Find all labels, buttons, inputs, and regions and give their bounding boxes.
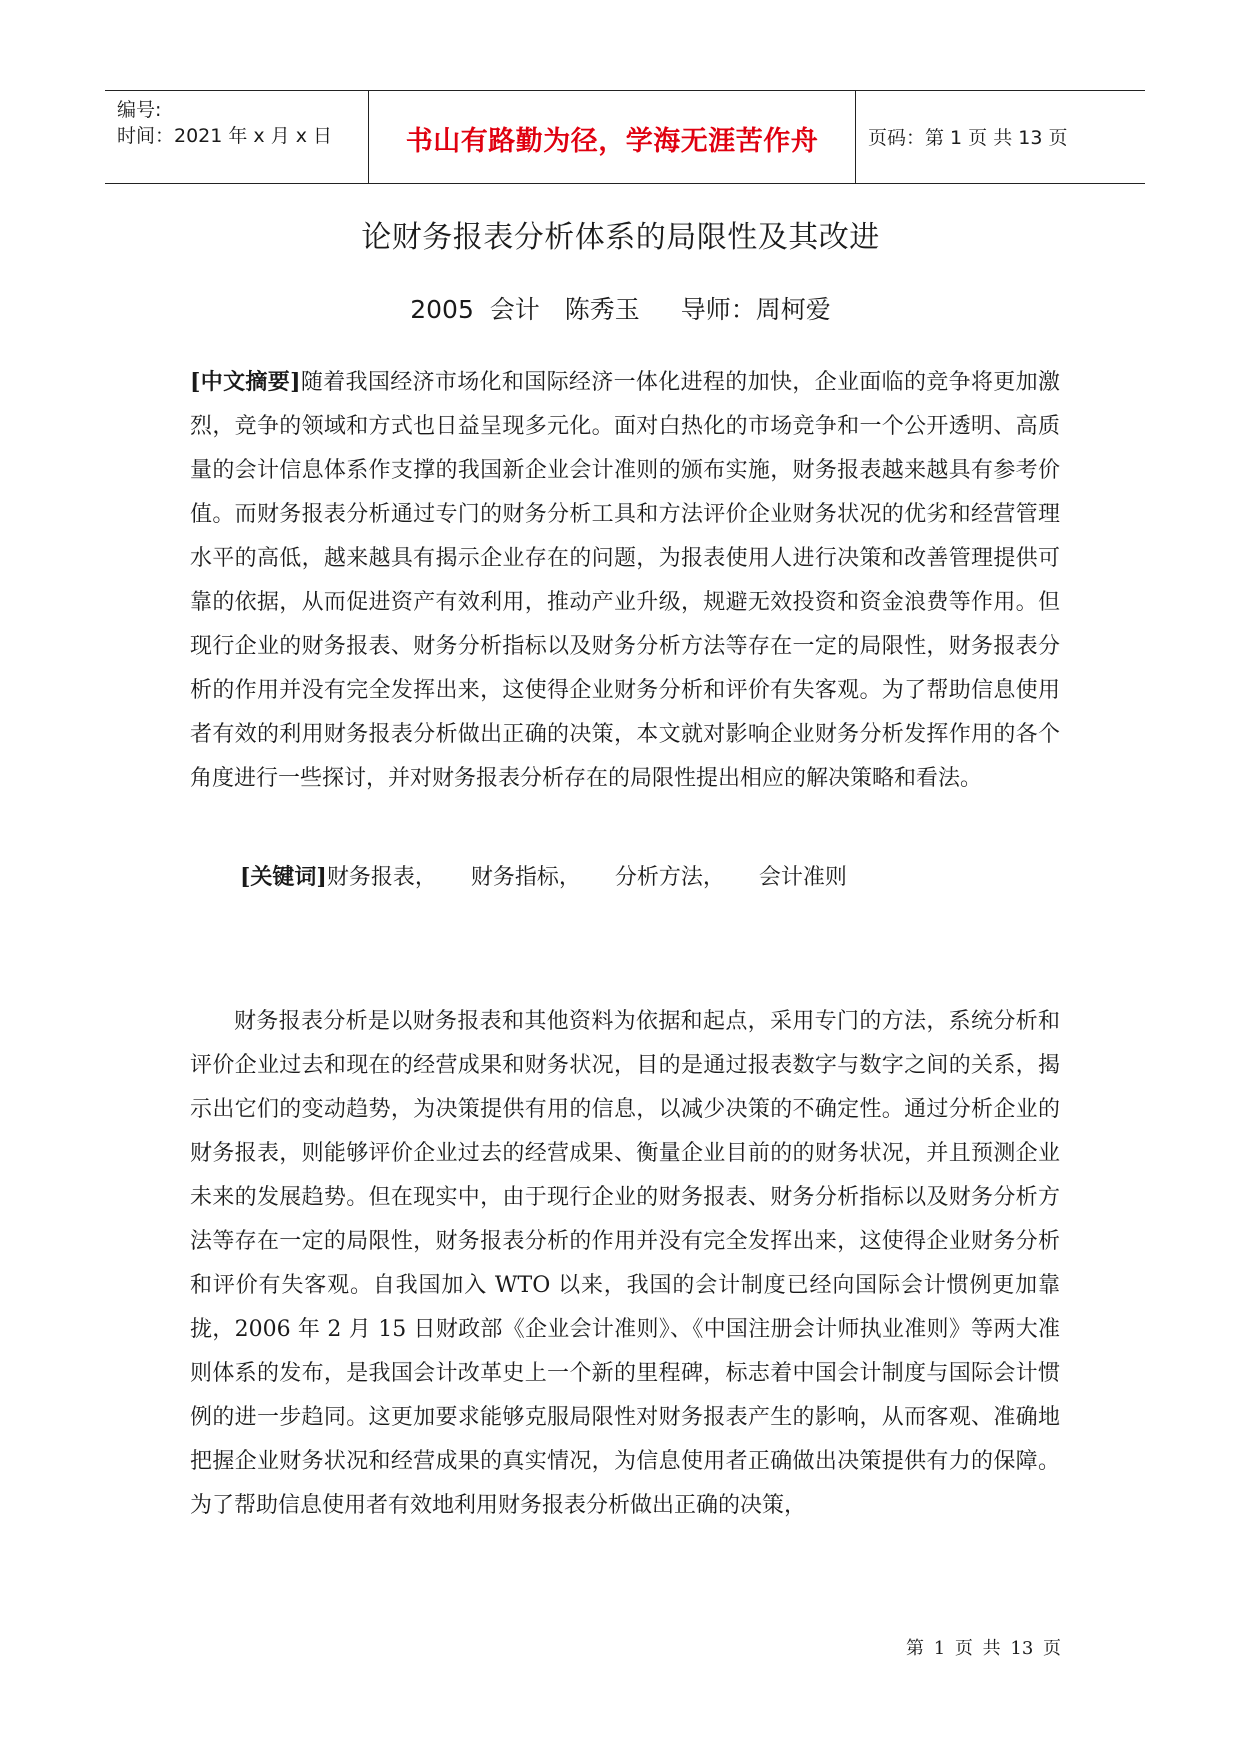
document-time-label: 时间：2021 年 x 月 x 日 bbox=[117, 125, 333, 147]
keyword-item: 财务指标， bbox=[470, 865, 581, 890]
header-right-cell bbox=[856, 91, 1145, 183]
author-byline: 2005 会计 陈秀玉 导师：周柯爱 bbox=[410, 295, 831, 324]
header-page-info: 页码：第 1 页 共 13 页 bbox=[868, 127, 1068, 149]
abstract-label: [中文摘要] bbox=[190, 369, 301, 395]
header-middle-cell bbox=[369, 91, 856, 183]
keyword-item: 财务报表， bbox=[326, 865, 437, 890]
document-number-label: 编号: bbox=[117, 99, 162, 121]
document-title: 论财务报表分析体系的局限性及其改进 bbox=[361, 220, 880, 255]
keyword-item: 会计准则 bbox=[758, 865, 847, 890]
abstract-text: 随着我国经济市场化和国际经济一体化进程的加快，企业面临的竞争将更加激烈，竞争的领域和方式也日益呈现多元化。面对白热化的市场竞争和一个公开透明、高质量的会计信息体系作支撑的我国新企业会计准则的颁布实施，财务报表越来越具有参考价值。而财务报表分析通过专门的财务分析工具和方法评价企业财务状况的优劣和经营管理水平的高低，越来越具有揭示企业存在的问题，为报表使用人进行决策和改善管理提供可靠的依据，从而促进资产有效利用，推动产业升级，规避无效投资和资金浪费等作用。但现行企业的财务报表、财务分析指标以及财务分析方法等存在一定的局限性，财务报表分析的作用并没有完全发挥出来，这使得企业财务分析和评价有失客观。为了帮助信息使用者有效的利用财务报表分析做出正确的决策，本文就对影响企业财务分析发挥作用的各个角度进行一些探讨，并对财务报表分析存在的局限性提出相应的解决策略和看法。 bbox=[190, 370, 1060, 791]
page-footer: 第 1 页 共 13 页 bbox=[906, 1638, 1061, 1659]
keywords-label: [关键词] bbox=[240, 864, 327, 890]
keywords-line bbox=[240, 860, 847, 891]
page-header bbox=[105, 90, 1145, 184]
keyword-item: 分析方法， bbox=[614, 865, 725, 890]
header-left-cell bbox=[105, 91, 369, 183]
body-paragraph: 财务报表分析是以财务报表和其他资料为依据和起点，采用专门的方法，系统分析和评价企业过去和现在的经营成果和财务状况，目的是通过报表数字与数字之间的关系，揭示出它们的变动趋势，为决策提供有用的信息，以减少决策的不确定性。通过分析企业的财务报表，则能够评价企业过去的经营成果、衡量企业目前的的财务状况，并且预测企业未来的发展趋势。但在现实中，由于现行企业的财务报表、财务分析指标以及财务分析方法等存在一定的局限性，财务报表分析的作用并没有完全发挥出来，这使得企业财务分析和评价有失客观。自我国加入 WTO 以来，我国的会计制度已经向国际会计惯例更加靠拢，2006 年 2 月 15 日财政部《企业会计准则》、《中国注册会计师执业准则》等两大准则体系的发布，是我国会计改革史上一个新的里程碑，标志着中国会计制度与国际会计惯例的进一步趋同。这更加要求能够克服局限性对财务报表产生的影响，从而客观、准确地把握企业财务状况和经营成果的真实情况，为信息使用者正确做出决策提供有力的保障。为了帮助信息使用者有效地利用财务报表分析做出正确的决策， bbox=[190, 1009, 1060, 1518]
header-slogan: 书山有路勤为径，学海无涯苦作舟 bbox=[405, 126, 819, 157]
abstract-paragraph bbox=[190, 360, 1060, 801]
